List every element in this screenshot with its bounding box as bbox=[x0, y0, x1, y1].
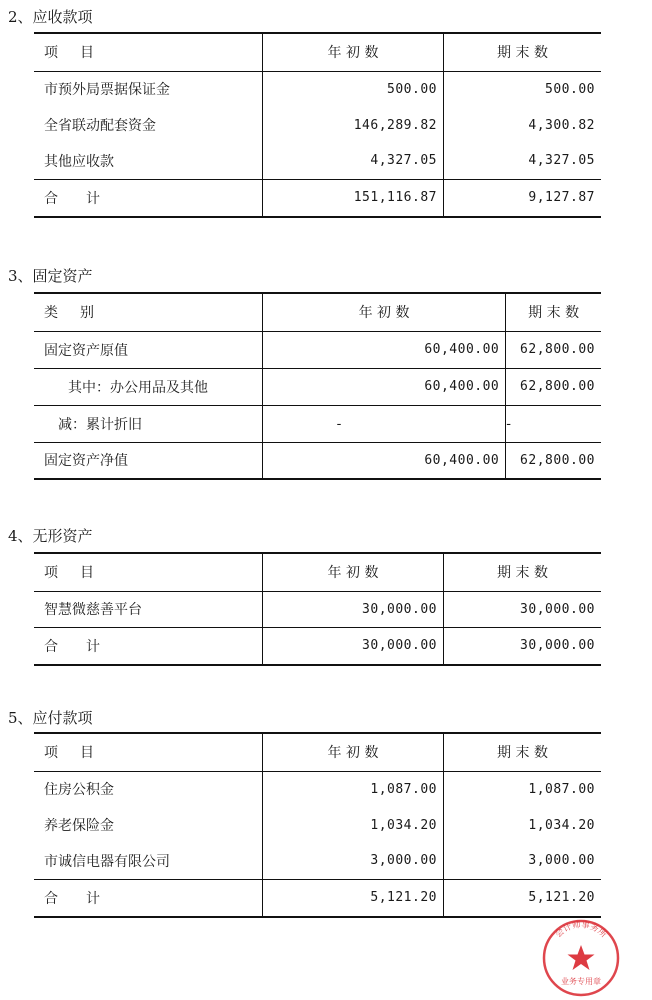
table-row bbox=[34, 143, 601, 179]
header-begin: 年 初 数 bbox=[263, 33, 444, 71]
row-end: 62,800.00 bbox=[506, 331, 601, 368]
table-row bbox=[34, 771, 601, 807]
row-label: 全省联动配套资金 bbox=[44, 118, 156, 134]
row-begin: 1,087.00 bbox=[263, 771, 444, 807]
row-begin: 500.00 bbox=[263, 71, 444, 107]
row-label: 固定资产原值 bbox=[44, 342, 128, 359]
row-label: 住房公积金 bbox=[44, 782, 114, 799]
table-total-row bbox=[34, 179, 601, 217]
header-end: 期 末 数 bbox=[444, 733, 602, 771]
total-end: 5,121.20 bbox=[444, 879, 602, 917]
table-row bbox=[34, 405, 601, 442]
header-begin: 年 初 数 bbox=[263, 553, 444, 591]
header-end: 期 末 数 bbox=[444, 33, 602, 71]
row-begin: 60,400.00 bbox=[262, 331, 505, 368]
intangible-assets-table bbox=[34, 552, 601, 666]
row-begin: - bbox=[262, 405, 505, 442]
row-end: 30,000.00 bbox=[444, 591, 602, 627]
total-label: 合 计 bbox=[44, 890, 100, 907]
table-row bbox=[34, 442, 601, 479]
row-label: 市预外局票据保证金 bbox=[44, 82, 170, 99]
row-end: - bbox=[506, 405, 601, 442]
row-begin: 3,000.00 bbox=[263, 843, 444, 879]
row-end: 500.00 bbox=[444, 71, 602, 107]
seal-star-icon bbox=[568, 945, 595, 970]
row-end: 3,000.00 bbox=[444, 843, 602, 879]
row-begin: 146,289.82 bbox=[263, 107, 444, 143]
table-row bbox=[34, 843, 601, 879]
payables-table bbox=[34, 732, 601, 918]
row-label: 市诚信电器有限公司 bbox=[44, 853, 170, 870]
table-header-row bbox=[34, 33, 601, 71]
table-row bbox=[34, 107, 601, 143]
section-title-fixed-assets: 3、固定资产 bbox=[8, 267, 93, 285]
receivables-table bbox=[34, 32, 601, 218]
total-begin: 30,000.00 bbox=[263, 627, 444, 665]
row-end: 1,087.00 bbox=[444, 771, 602, 807]
table-row bbox=[34, 71, 601, 107]
total-begin: 151,116.87 bbox=[263, 179, 444, 217]
header-item: 项 目 bbox=[44, 565, 98, 582]
row-end: 1,034.20 bbox=[444, 807, 602, 843]
total-end: 9,127.87 bbox=[444, 179, 602, 217]
row-label: 固定资产净值 bbox=[44, 453, 128, 470]
header-category: 类 别 bbox=[44, 305, 98, 322]
header-begin: 年 初 数 bbox=[263, 733, 444, 771]
section-title-receivables: 2、应收款项 bbox=[8, 8, 93, 26]
row-begin: 1,034.20 bbox=[263, 807, 444, 843]
header-item: 项 目 bbox=[44, 45, 98, 62]
row-begin: 4,327.05 bbox=[263, 143, 444, 179]
total-end: 30,000.00 bbox=[444, 627, 602, 665]
row-label: 其他应收款 bbox=[44, 153, 114, 170]
row-begin: 60,400.00 bbox=[262, 368, 505, 405]
header-end: 期 末 数 bbox=[444, 553, 602, 591]
fixed-assets-table bbox=[34, 292, 601, 480]
header-begin: 年 初 数 bbox=[262, 293, 505, 331]
row-end: 4,300.82 bbox=[444, 107, 602, 143]
table-row bbox=[34, 807, 601, 843]
table-header-row bbox=[34, 733, 601, 771]
total-begin: 5,121.20 bbox=[263, 879, 444, 917]
row-label: 其中：办公用品及其他 bbox=[68, 379, 208, 396]
row-end: 62,800.00 bbox=[506, 442, 601, 479]
row-end: 4,327.05 bbox=[444, 143, 602, 179]
header-end: 期 末 数 bbox=[506, 293, 601, 331]
row-label: 养老保险金 bbox=[44, 818, 114, 834]
seal-name-text: 会计师事务所 bbox=[553, 920, 609, 941]
seal-subtitle: 业务专用章 bbox=[561, 977, 601, 986]
table-row bbox=[34, 591, 601, 627]
row-begin: 30,000.00 bbox=[263, 591, 444, 627]
total-label: 合 计 bbox=[44, 190, 100, 207]
row-begin: 60,400.00 bbox=[262, 442, 505, 479]
table-row bbox=[34, 368, 601, 405]
total-label: 合 计 bbox=[44, 638, 100, 655]
row-label: 减：累计折旧 bbox=[58, 416, 142, 433]
row-end: 62,800.00 bbox=[506, 368, 601, 405]
section-title-intangible-assets: 4、无形资产 bbox=[8, 527, 93, 545]
header-item: 项 目 bbox=[44, 745, 98, 762]
table-header-row bbox=[34, 553, 601, 591]
official-seal bbox=[541, 918, 621, 998]
table-row bbox=[34, 331, 601, 368]
row-label: 智慧微慈善平台 bbox=[44, 602, 142, 618]
table-total-row bbox=[34, 879, 601, 917]
table-header-row bbox=[34, 293, 601, 331]
section-title-payables: 5、应付款项 bbox=[8, 709, 93, 727]
table-total-row bbox=[34, 627, 601, 665]
